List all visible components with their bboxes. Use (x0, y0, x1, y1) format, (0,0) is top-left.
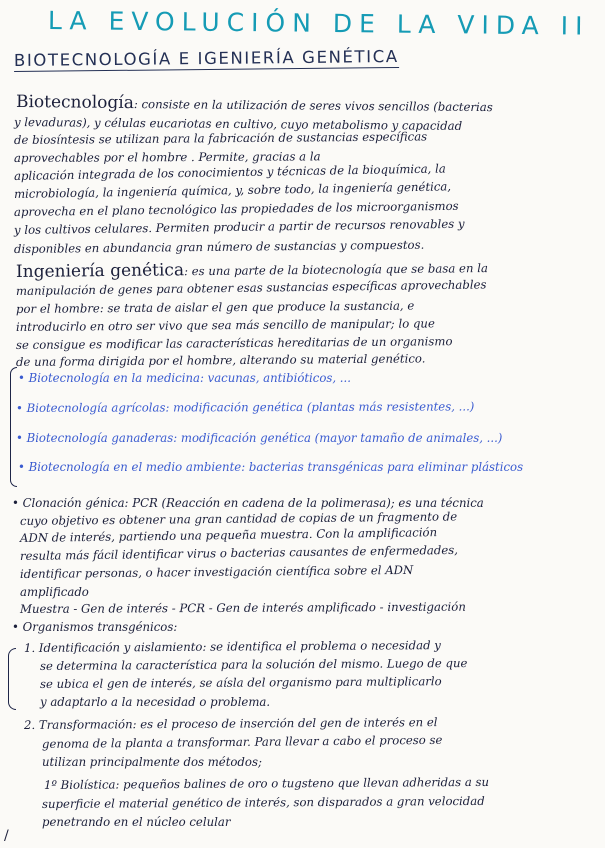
p3-line-2: cuyo objetivo es obtener una gran cantidad de copias de un fragmento de (19, 509, 458, 528)
p1-line-6: microbiología, la ingeniería química, y, sobre todo, la ingeniería genética, (13, 179, 452, 201)
step2-line-1: 2. Transformación: es el proceso de inserción del gen de interés en el (23, 715, 438, 732)
p3-line-1: • Clonación génica: PCR (Reacción en cadena de la polimerasa); es una técnica (12, 496, 484, 510)
step1-line-3: se ubica el gen de interés, se aísla del organismo para multiplicarlo (39, 674, 442, 691)
p3-line-6: amplificado (20, 585, 89, 599)
page-title: LA EVOLUCIÓN DE LA VIDA II (47, 6, 590, 41)
p2-line-1-text: : es una parte de la biotecnología que se basa en la (183, 261, 488, 279)
p2-line-3: por el hombre: se trata de aislar el gen que produce la sustancia, e (15, 298, 415, 316)
biotecnologia-term: Biotecnología (15, 92, 134, 114)
p2-line-2: manipulación de genes para obtener esas sustancias específicas aprovechables (15, 277, 487, 298)
p1-line-3: de biosíntesis se utilizan para la fabricación de sustancias específicas (13, 129, 428, 147)
p1-line-9: disponibles en abundancia gran número de sustancias y compuestos. (13, 237, 425, 256)
ingenieria-genetica-term: Ingeniería genética (15, 260, 185, 282)
p3-line-3: ADN de interés, partiendo una pequeña muestra. Con la amplificación (19, 525, 438, 545)
pcr-sequence: Muestra - Gen de interés - PCR - Gen de interés amplificado - investigación (19, 599, 466, 616)
p3-line-4: resulta más fácil identificar virus o bacterias causantes de enfermedades, (19, 542, 459, 563)
application-medicina: • Biotecnología en la medicina: vacunas, antibióticos, ... (18, 371, 351, 385)
p1-line-5: aplicación integrada de los conocimientos y técnicas de la bioquímica, la (13, 161, 446, 183)
p1-line-7: aprovecha en el plano tecnológico las propiedades de los microorganismos (13, 198, 459, 219)
step1-brace (8, 648, 16, 710)
p1-line-1 (16, 92, 493, 116)
p4-heading: • Organismos transgénicos: (12, 620, 178, 634)
p1-line-8: y los cultivos celulares. Permiten producir a partir de recursos renovables y (13, 216, 465, 237)
application-ganadera: • Biotecnología ganaderas: modificación genética (mayor tamaño de animales, ...) (16, 431, 503, 445)
applications-brace (10, 367, 17, 487)
p2-line-5: se consigue es modificar las características hereditarias de un organismo (15, 334, 453, 352)
biolistica-line-1: 1º Biolística: pequeños balines de oro o tugsteno que llevan adheridas a su (43, 774, 490, 792)
step1-line-2: se determina la característica para la solución del mismo. Luego de que (39, 656, 468, 673)
p1-line-4: aprovechables por el hombre . Permite, gracias a la (13, 149, 321, 165)
biolistica-line-3: penetrando en el núcleo celular (42, 815, 231, 829)
step2-line-2: genoma de la planta a transformar. Para llevar a cabo el proceso se (41, 732, 443, 751)
application-medio-ambiente: • Biotecnología en el medio ambiente: bacterias transgénicas para eliminar plásticos (18, 460, 524, 474)
step2-line-3: utilizan principalmente dos métodos; (42, 755, 262, 769)
section-subtitle: BIOTECNOLOGÍA E IGENIERÍA GENÉTICA (13, 46, 399, 70)
p1-line-1-text: : consiste en la utilización de seres vivos sencillos (bacterias (133, 97, 493, 115)
step1-line-4: y adaptarlo a la necesidad o problema. (40, 695, 271, 709)
p2-line-6: de una forma dirigida por el hombre, alterando su material genético. (15, 351, 426, 369)
p2-line-4: introducirlo en otro ser vivo que sea más sencillo de manipular; lo que (15, 316, 435, 334)
biolistica-line-2: superficie el material genético de interés, son disparados a gran velocidad (41, 793, 485, 811)
step1-line-1: 1. Identificación y aislamiento: se identifica el problema o necesidad y (23, 638, 441, 655)
application-agricola: • Biotecnología agrícolas: modificación genética (plantas más resistentes, ...) (15, 399, 475, 415)
p3-line-5: identificar personas, o hacer investigación científica sobre el ADN (19, 562, 414, 581)
p1-line-2: y levaduras), y células eucariotas en cultivo, cuyo metabolismo y capacidad (13, 115, 463, 133)
margin-mark: / (4, 828, 9, 844)
